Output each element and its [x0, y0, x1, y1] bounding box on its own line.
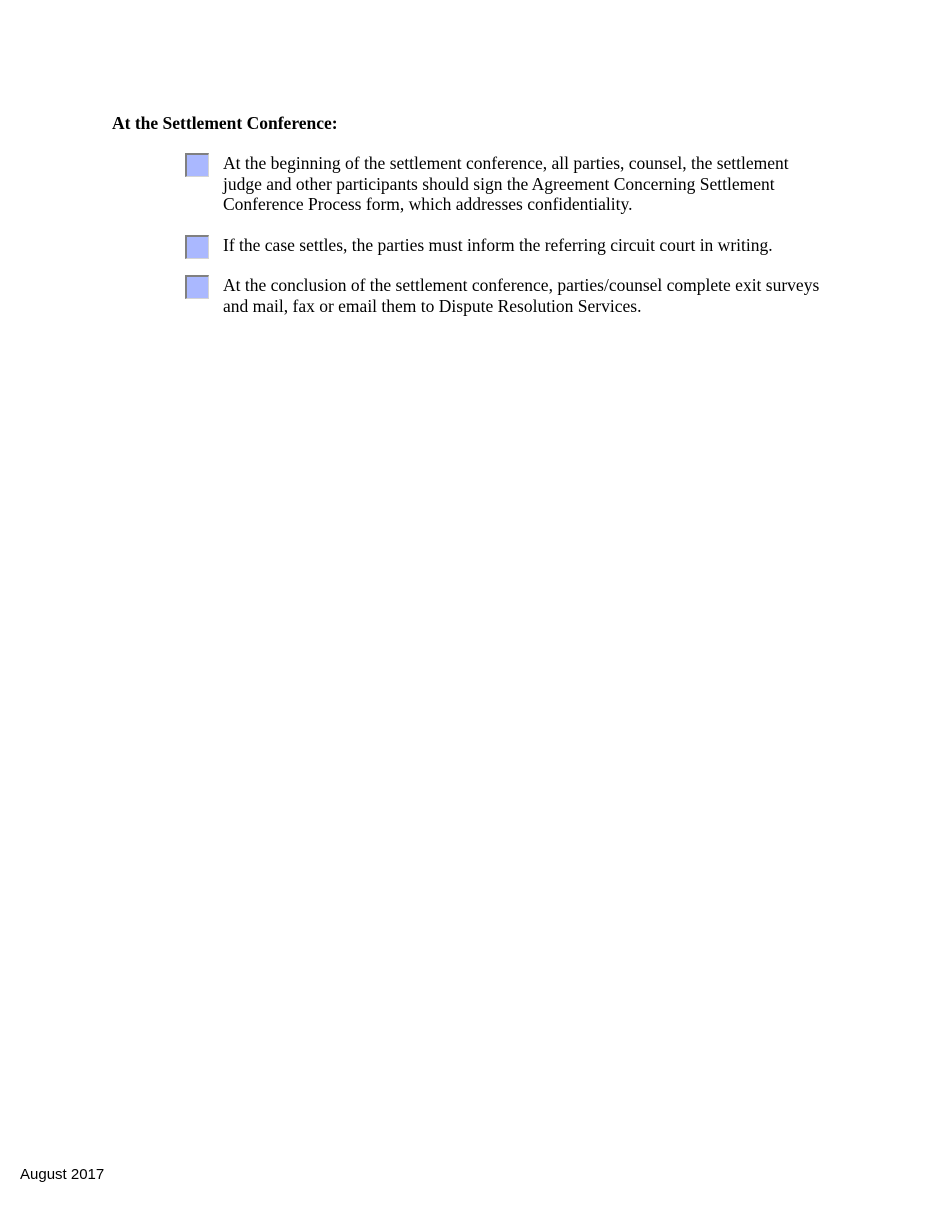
checklist-item-text: If the case settles, the parties must inform the referring circuit court in writing. [223, 234, 773, 255]
section-heading: At the Settlement Conference: [112, 113, 338, 133]
checklist-item-text: At the conclusion of the settlement conference, parties/counsel complete exit surveys and mail, fax or email them to Dispute Resolution Services. [223, 275, 820, 316]
checklist-checkbox[interactable] [185, 235, 209, 259]
footer-date: August 2017 [20, 1166, 105, 1183]
checklist-checkbox[interactable] [185, 275, 209, 299]
checklist-item [185, 235, 825, 256]
checklist-item [185, 275, 825, 316]
checklist-checkbox[interactable] [185, 153, 209, 177]
checklist-item-text: At the beginning of the settlement conference, all parties, counsel, the settlement judge and other participants should sign the Agreement Concerning Settlement Conference Process form, which addresses confidentiality. [223, 153, 789, 215]
settlement-checklist [185, 153, 825, 337]
checklist-item [185, 153, 825, 215]
